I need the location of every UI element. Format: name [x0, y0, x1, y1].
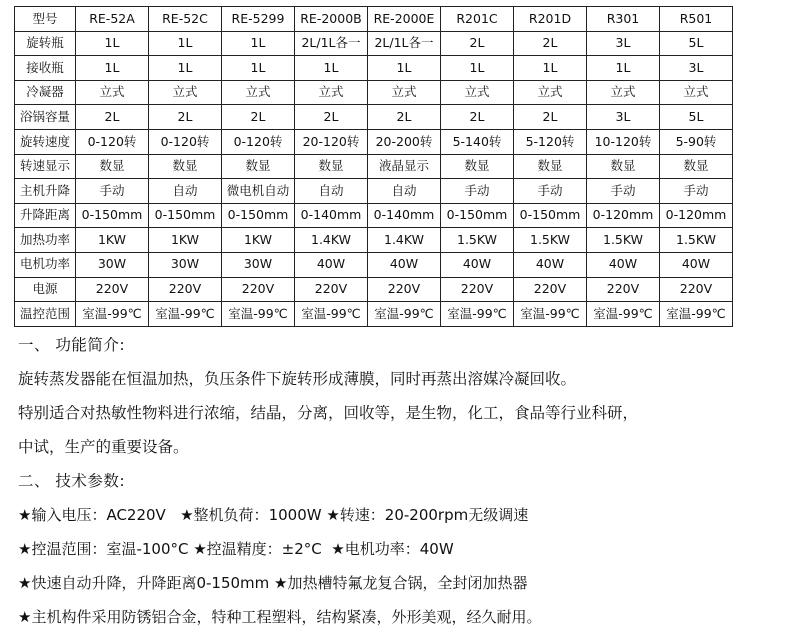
parameter-line: ★输入电压：AC220V ★整机负荷：1000W ★转速：20-200rpm无级调速: [18, 506, 529, 524]
table-cell: 立式: [295, 80, 368, 105]
table-row: [15, 31, 733, 56]
row-label: 电源: [15, 277, 76, 302]
table-cell: 0-150mm: [514, 203, 587, 228]
table-cell: 3L: [660, 56, 733, 81]
table-cell: 0-120转: [149, 129, 222, 154]
table-cell: 10-120转: [587, 129, 660, 154]
table-cell: 1L: [149, 56, 222, 81]
parameter-line: ★主机构件采用防锈铝合金，特种工程塑料，结构紧凑，外形美观，经久耐用。: [18, 608, 542, 626]
table-cell: 220V: [368, 277, 441, 302]
table-cell: 40W: [368, 252, 441, 277]
table-cell: 220V: [149, 277, 222, 302]
table-cell: 0-120mm: [587, 203, 660, 228]
table-cell: 5L: [660, 105, 733, 130]
table-cell: 室温-99℃: [76, 302, 149, 327]
table-cell: 数显: [441, 154, 514, 179]
table-cell: 微电机自动: [222, 179, 295, 204]
function-description-line: 旋转蒸发器能在恒温加热，负压条件下旋转形成薄膜，同时再蒸出溶媒冷凝回收。: [18, 370, 577, 388]
table-cell: 手动: [441, 179, 514, 204]
table-cell: 1.4KW: [368, 228, 441, 253]
table-cell: 1KW: [149, 228, 222, 253]
table-cell: 数显: [587, 154, 660, 179]
table-cell: 2L: [514, 105, 587, 130]
row-label: 型号: [15, 7, 76, 32]
row-label: 温控范围: [15, 302, 76, 327]
row-label: 接收瓶: [15, 56, 76, 81]
table-header-row: [15, 7, 733, 32]
table-cell: 立式: [368, 80, 441, 105]
parameter-line: ★快速自动升降，升降距离0-150mm ★加热槽特氟龙复合锅，全封闭加热器: [18, 574, 528, 592]
table-cell: 2L: [441, 105, 514, 130]
table-cell: 30W: [149, 252, 222, 277]
table-cell: 40W: [587, 252, 660, 277]
section-heading-functions: 一、 功能简介:: [18, 336, 126, 354]
table-cell: 手动: [587, 179, 660, 204]
table-cell: 1KW: [222, 228, 295, 253]
table-cell: 1L: [76, 56, 149, 81]
table-row: [15, 154, 733, 179]
table-cell: 室温-99℃: [295, 302, 368, 327]
table-cell: 0-150mm: [76, 203, 149, 228]
row-label: 主机升降: [15, 179, 76, 204]
table-cell: 0-150mm: [441, 203, 514, 228]
table-cell: 40W: [514, 252, 587, 277]
table-cell: 220V: [660, 277, 733, 302]
table-cell: 2L/1L各一: [368, 31, 441, 56]
model-header-cell: RE-2000B: [295, 7, 368, 32]
row-label: 加热功率: [15, 228, 76, 253]
table-cell: 40W: [660, 252, 733, 277]
table-cell: 3L: [587, 105, 660, 130]
row-label: 转速显示: [15, 154, 76, 179]
model-header-cell: RE-5299: [222, 7, 295, 32]
table-row: [15, 179, 733, 204]
section-heading-parameters: 二、 技术参数:: [18, 472, 126, 490]
table-cell: 1L: [222, 56, 295, 81]
table-cell: 手动: [660, 179, 733, 204]
table-cell: 0-140mm: [295, 203, 368, 228]
table-cell: 0-140mm: [368, 203, 441, 228]
table-cell: 2L: [222, 105, 295, 130]
table-cell: 220V: [295, 277, 368, 302]
function-description-line: 特别适合对热敏性物料进行浓缩，结晶，分离，回收等，是生物，化工，食品等行业科研，: [18, 404, 639, 422]
model-header-cell: R201C: [441, 7, 514, 32]
table-cell: 0-120转: [76, 129, 149, 154]
description-text: [18, 328, 788, 634]
spec-table: [14, 6, 733, 327]
table-cell: 2L: [295, 105, 368, 130]
table-cell: 立式: [149, 80, 222, 105]
table-cell: 手动: [76, 179, 149, 204]
table-cell: 立式: [514, 80, 587, 105]
row-label: 电机功率: [15, 252, 76, 277]
function-description-line: 中试，生产的重要设备。: [18, 438, 189, 456]
table-cell: 0-150mm: [149, 203, 222, 228]
table-cell: 1L: [587, 56, 660, 81]
model-header-cell: RE-52A: [76, 7, 149, 32]
table-cell: 220V: [587, 277, 660, 302]
table-cell: 数显: [149, 154, 222, 179]
table-cell: 立式: [222, 80, 295, 105]
table-cell: 立式: [660, 80, 733, 105]
table-cell: 2L: [441, 31, 514, 56]
table-cell: 3L: [587, 31, 660, 56]
table-cell: 20-200转: [368, 129, 441, 154]
model-header-cell: RE-52C: [149, 7, 222, 32]
model-header-cell: R501: [660, 7, 733, 32]
row-label: 冷凝器: [15, 80, 76, 105]
table-row: [15, 105, 733, 130]
table-cell: 0-150mm: [222, 203, 295, 228]
table-cell: 室温-99℃: [149, 302, 222, 327]
table-cell: 1KW: [76, 228, 149, 253]
table-row: [15, 252, 733, 277]
spec-table-body: [15, 7, 733, 327]
table-cell: 40W: [441, 252, 514, 277]
table-cell: 数显: [660, 154, 733, 179]
parameter-line: ★控温范围：室温-100°C ★控温精度：±2°C ★电机功率：40W: [18, 540, 454, 558]
model-header-cell: R201D: [514, 7, 587, 32]
table-cell: 1L: [368, 56, 441, 81]
table-row: [15, 228, 733, 253]
table-cell: 自动: [368, 179, 441, 204]
table-row: [15, 277, 733, 302]
table-row: [15, 203, 733, 228]
table-cell: 1L: [441, 56, 514, 81]
table-cell: 5-120转: [514, 129, 587, 154]
table-cell: 1.5KW: [660, 228, 733, 253]
table-cell: 20-120转: [295, 129, 368, 154]
table-cell: 2L: [76, 105, 149, 130]
table-cell: 1L: [149, 31, 222, 56]
table-cell: 自动: [295, 179, 368, 204]
table-cell: 数显: [76, 154, 149, 179]
table-cell: 30W: [76, 252, 149, 277]
table-cell: 1.5KW: [441, 228, 514, 253]
table-cell: 2L: [514, 31, 587, 56]
table-cell: 220V: [222, 277, 295, 302]
table-cell: 数显: [295, 154, 368, 179]
table-cell: 40W: [295, 252, 368, 277]
row-label: 浴锅容量: [15, 105, 76, 130]
table-cell: 1L: [76, 31, 149, 56]
table-cell: 室温-99℃: [587, 302, 660, 327]
table-cell: 1.5KW: [514, 228, 587, 253]
table-cell: 立式: [587, 80, 660, 105]
table-row: [15, 56, 733, 81]
table-cell: 室温-99℃: [441, 302, 514, 327]
table-cell: 室温-99℃: [222, 302, 295, 327]
table-row: [15, 129, 733, 154]
table-row: [15, 80, 733, 105]
model-header-cell: RE-2000E: [368, 7, 441, 32]
table-cell: 220V: [514, 277, 587, 302]
row-label: 旋转瓶: [15, 31, 76, 56]
table-cell: 室温-99℃: [660, 302, 733, 327]
table-cell: 5L: [660, 31, 733, 56]
table-cell: 1L: [222, 31, 295, 56]
table-cell: 2L: [368, 105, 441, 130]
table-cell: 手动: [514, 179, 587, 204]
table-cell: 立式: [441, 80, 514, 105]
table-cell: 0-120mm: [660, 203, 733, 228]
table-cell: 0-120转: [222, 129, 295, 154]
table-cell: 2L: [149, 105, 222, 130]
table-cell: 1.5KW: [587, 228, 660, 253]
table-cell: 立式: [76, 80, 149, 105]
table-cell: 30W: [222, 252, 295, 277]
table-cell: 220V: [76, 277, 149, 302]
table-row: [15, 302, 733, 327]
table-cell: 室温-99℃: [368, 302, 441, 327]
row-label: 升降距离: [15, 203, 76, 228]
table-cell: 自动: [149, 179, 222, 204]
table-cell: 220V: [441, 277, 514, 302]
table-cell: 液晶显示: [368, 154, 441, 179]
table-cell: 室温-99℃: [514, 302, 587, 327]
table-cell: 数显: [514, 154, 587, 179]
table-cell: 数显: [222, 154, 295, 179]
table-cell: 2L/1L各一: [295, 31, 368, 56]
table-cell: 1.4KW: [295, 228, 368, 253]
table-cell: 1L: [295, 56, 368, 81]
table-cell: 5-140转: [441, 129, 514, 154]
model-header-cell: R301: [587, 7, 660, 32]
table-cell: 5-90转: [660, 129, 733, 154]
table-cell: 1L: [514, 56, 587, 81]
row-label: 旋转速度: [15, 129, 76, 154]
